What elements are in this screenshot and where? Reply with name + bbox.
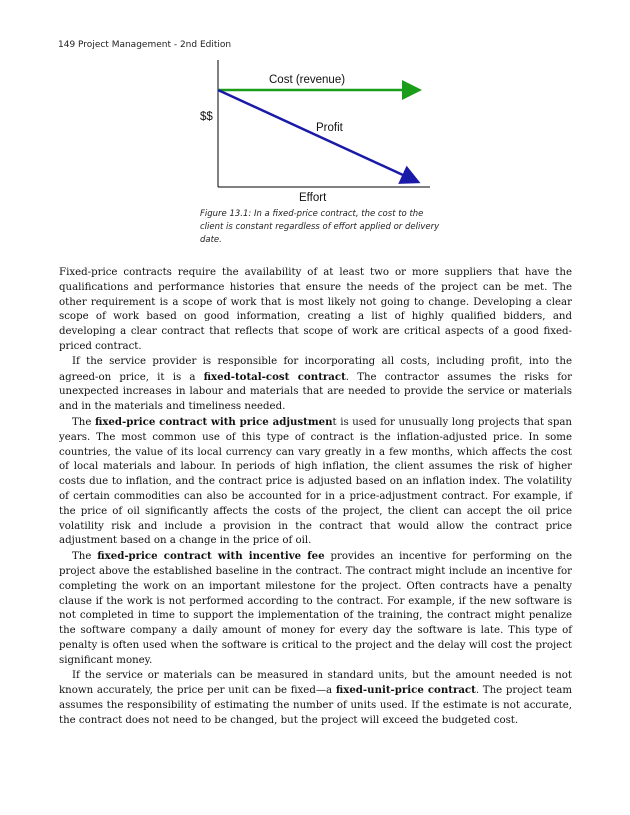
bold-term: fixed-total-cost contract: [203, 370, 346, 383]
text-run: t is used for unusually long projects that span years. The most common use of this type of contract is the inflation-adjusted price. In some countries, the value of its local currency can vary greatly in a few months, which affects the cost of local materials and labour. In periods of high inflation, the client assumes the risk of higher costs due to inflation, and the contract price is adjusted based on an inflation index. The volatility of certain commodities can also be accounted for in a price-adjustment contract. For example, if the price of oil significantly affects the costs of the project, the client can accept the oil price volatility risk and include a provision in the contract that would allow the contract price adjustment based on a change in the price of oil.: [59, 416, 572, 547]
profit-label: Profit: [316, 122, 343, 134]
text-run: The: [72, 416, 95, 428]
y-axis-label: $$: [200, 111, 213, 123]
text-run: If the service provider is responsible for incorporating all costs, including profit, into the agreed-on price, it is a: [59, 355, 572, 383]
cost-profit-diagram: [196, 56, 436, 204]
figure-caption: Figure 13.1: In a fixed-price contract, the cost to the client is constant regardless of effort applied or delivery date.: [200, 209, 440, 245]
paragraph: [59, 415, 572, 549]
cost-profit-figure: [196, 56, 436, 204]
paragraph: [59, 355, 572, 415]
profit-line: [218, 90, 416, 181]
running-header: 149 Project Management - 2nd Edition: [58, 40, 232, 50]
cost-label: Cost (revenue): [269, 74, 346, 86]
x-axis-label: Effort: [299, 192, 327, 204]
text-run: provides an incentive for performing on the project above the established baseline in the contract. The contract might include an incentive for completing the work on an important milestone for the project. Often contracts have a penalty clause if the work is not performed according to the contract. For example, if the new software is not completed in time to support the implementation of the training, the contract might penalize the software company a daily amount of money for every day the software is late. This type of penalty is often used when the software is critical to the project and the delay will cost the project significant money.: [59, 551, 573, 666]
text-run: If the service or materials can be measured in standard units, but the amount needed is not known accurately, the price per unit can be fixed—a: [59, 669, 572, 697]
paragraph: [59, 669, 572, 729]
body-text: [59, 266, 572, 729]
bold-term: fixed-price contract with incentive fee: [97, 550, 325, 563]
text-run: . The project team assumes the responsibility of estimating the number of units used. If the estimate is not accurate, the contract does not need to be changed, but the project will exceed the budgeted cost.: [59, 685, 572, 726]
paragraph: [59, 266, 572, 355]
text-run: . The contractor assumes the risks for unexpected increases in labour and materials that are needed to provide the service or materials and in the materials and timeliness needed.: [59, 371, 572, 413]
text-run: Fixed-price contracts require the availability of at least two or more suppliers that have the qualifications and performance histories that ensure the needs of the project can be met. The other requirement is a scope of work that is most likely not going to change. Developing a clear scope of work based on good information, creating a list of highly qualified bidders, and developing a clear contract that reflects that scope of work are critical aspects of a good fixed-priced contract.: [59, 267, 572, 352]
bold-term: fixed-unit-price contract: [335, 684, 476, 697]
text-run: The: [72, 551, 98, 563]
paragraph: [59, 549, 572, 668]
bold-term: fixed-price contract with price adjustmen: [94, 415, 333, 428]
